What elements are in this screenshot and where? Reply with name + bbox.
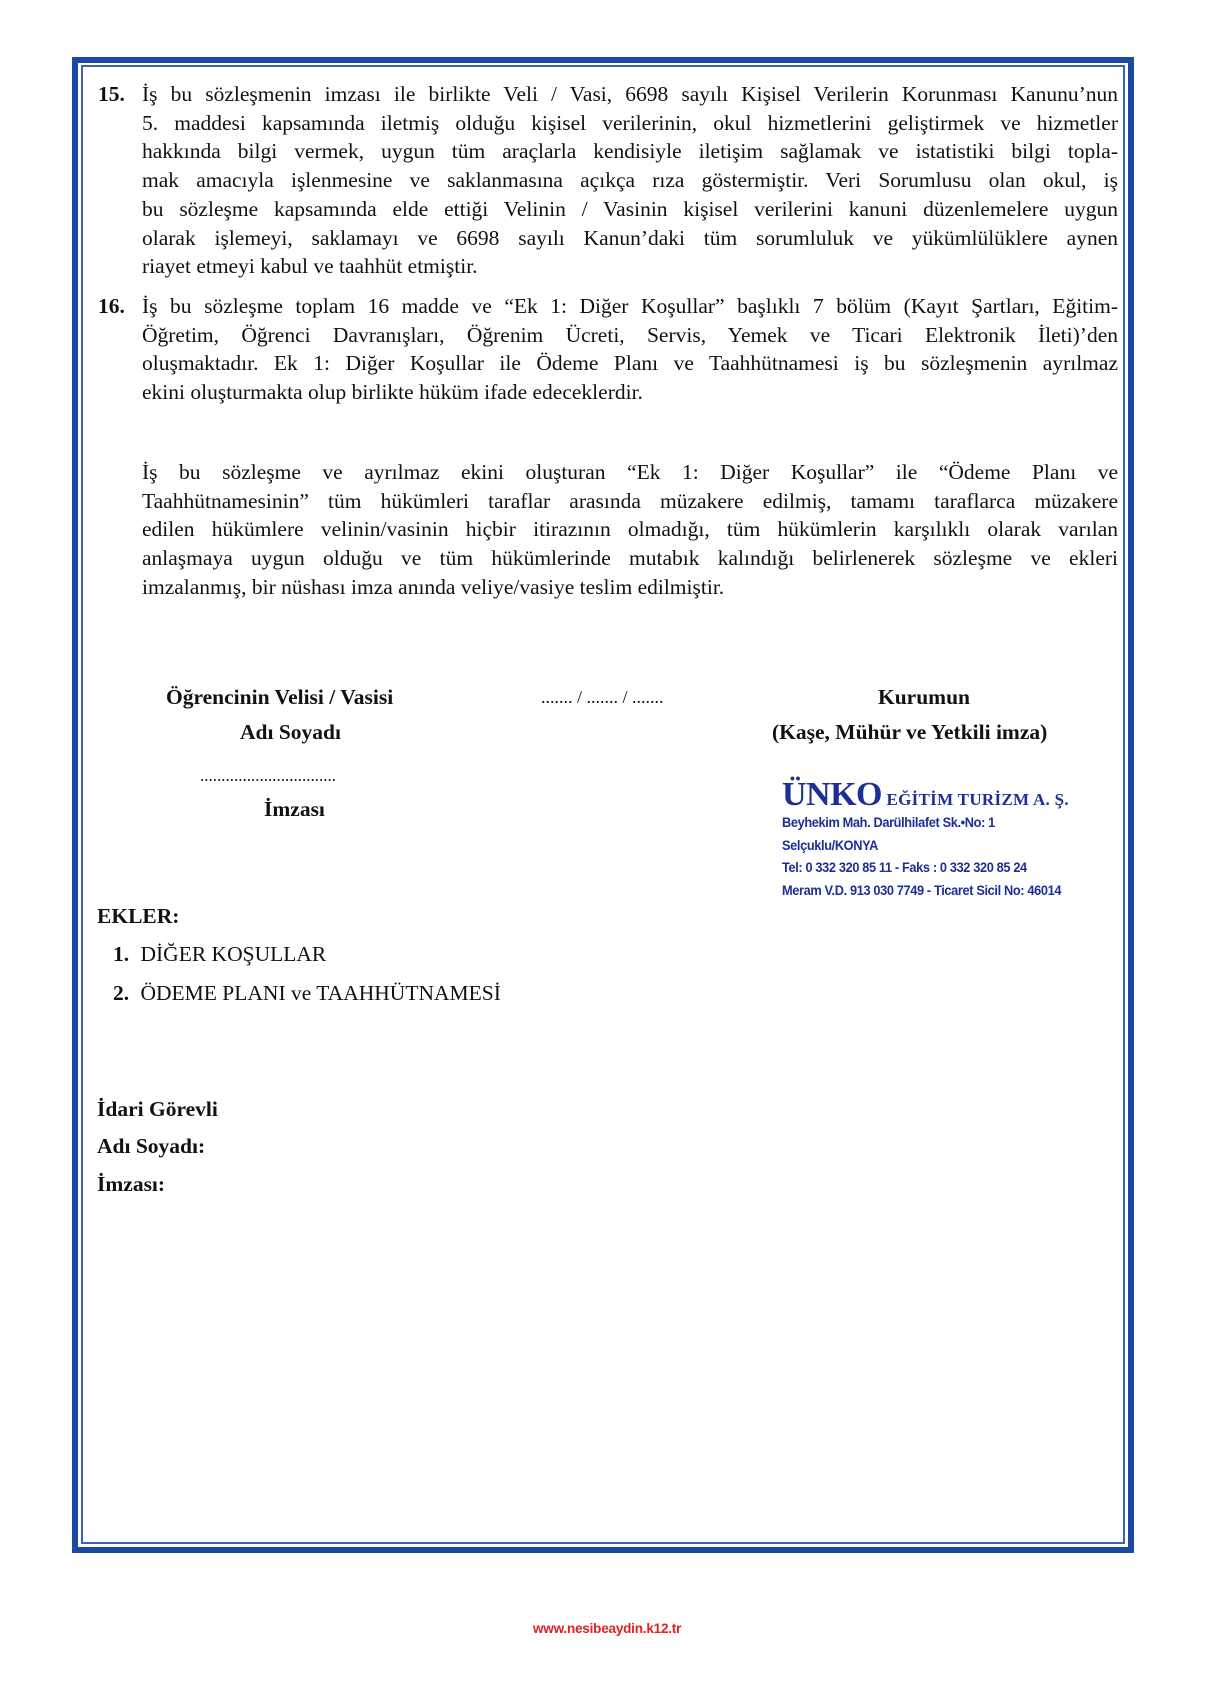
closing-line: İş bu sözleşme ve ayrılmaz ekini oluşturan “Ek 1: Diğer Koşullar” ile “Ödeme Planı ve [142, 460, 1118, 484]
stamp-brand-sub: EĞİTİM TURİZM A. Ş. [886, 790, 1069, 809]
article-number: 15. [98, 82, 125, 106]
article-line: 5. maddesi kapsamında iletmiş olduğu kişisel verilerinin, okul hizmetlerini geliştirmek ve hizmetler [142, 110, 1118, 135]
stamp-tax: Meram V.D. 913 030 7749 - Ticaret Sicil No: 46014 [782, 882, 1062, 899]
article-line: oluşmaktadır. Ek 1: Diğer Koşullar ile Ödeme Planı ve Taahhütnamesi iş bu sözleşmenin ayrılmaz [142, 351, 1118, 376]
guardian-name-label: Adı Soyadı [240, 720, 341, 744]
institution-title: Kurumun [878, 685, 971, 709]
date-placeholder: ....... / ....... / ....... [541, 687, 664, 707]
closing-line: Taahhütnamesinin” tüm hükümleri taraflar arasında müzakere edilmiş, tamamı taraflarca müzakere [142, 488, 1118, 513]
attachment-number: 1. [113, 942, 130, 966]
article-15 [98, 80, 1118, 281]
guardian-sign-label: İmzası [264, 797, 325, 821]
stamp-address: Beyhekim Mah. Darülhilafet Sk.•No: 1 Selçuklu/KONYA [782, 815, 995, 854]
article-line: bu sözleşme kapsamında elde ettiği Velinin / Vasinin kişisel verilerini kanuni düzenlemelere uygun [142, 196, 1118, 221]
attachment-item [113, 979, 501, 1007]
guardian-signature-line: ................................ [200, 766, 336, 785]
closing-line: anlaşmaya uygun olduğu ve tüm hükümlerinde mutabık kalındığı belirlenerek sözleşme ve ekleri [142, 546, 1118, 571]
attachments-heading: EKLER: [97, 904, 180, 928]
guardian-title: Öğrencinin Velisi / Vasisi [166, 685, 394, 709]
article-line: İş bu sözleşmenin imzası ile birlikte Veli / Vasi, 6698 sayılı Kişisel Verilerin Korunması Kanunu’nun [142, 82, 1118, 106]
company-stamp [782, 778, 1102, 902]
closing-line: imzalanmış, bir nüshası imza anında veliye/vasiye teslim edilmiştir. [142, 574, 725, 599]
attachment-label: ÖDEME PLANI ve TAAHHÜTNAMESİ [140, 981, 501, 1005]
closing-paragraph [142, 458, 1118, 602]
article-line: hakkında bilgi vermek, uygun tüm araçlarla kendisiyle iletişim sağlamak ve istatistiki bilgi topla- [142, 139, 1118, 164]
article-line: riayet etmeyi kabul ve taahhüt etmiştir. [142, 254, 478, 279]
attachment-item [113, 940, 326, 968]
footer-url[interactable]: www.nesibeaydin.k12.tr [533, 1621, 682, 1636]
article-line: İş bu sözleşme toplam 16 madde ve “Ek 1: Diğer Koşullar” başlıklı 7 bölüm (Kayıt Şartları, Eğitim- [142, 294, 1118, 318]
admin-name-label: Adı Soyadı: [97, 1134, 206, 1158]
article-16 [98, 292, 1118, 407]
admin-title: İdari Görevli [97, 1097, 218, 1121]
attachment-label: DİĞER KOŞULLAR [140, 942, 327, 966]
stamp-brand: ÜNKO [782, 776, 882, 813]
article-number: 16. [98, 294, 125, 318]
article-line: mak amacıyla işlenmesine ve saklanmasına açıkça rıza göstermiştir. Veri Sorumlusu olan okul, iş [142, 168, 1118, 193]
attachment-number: 2. [113, 981, 130, 1005]
institution-subtitle: (Kaşe, Mühür ve Yetkili imza) [772, 720, 1048, 744]
admin-sign-label: İmzası: [97, 1172, 166, 1196]
article-line: ekini oluşturmakta olup birlikte hüküm ifade edeceklerdir. [142, 380, 643, 405]
stamp-phone: Tel: 0 332 320 85 11 - Faks : 0 332 320 85 24 [782, 860, 1027, 876]
closing-line: edilen hükümlere velinin/vasinin hiçbir itirazının olmadığı, tüm hükümlerin karşılıklı olarak varılan [142, 517, 1118, 542]
article-line: olarak işlemeyi, saklamayı ve 6698 sayılı Kanun’daki tüm sorumluluk ve yükümlülüklere aynen [142, 225, 1118, 250]
article-line: Öğretim, Öğrenci Davranışları, Öğrenim Ücreti, Servis, Yemek ve Ticari Elektronik İleti)’den [142, 322, 1118, 347]
